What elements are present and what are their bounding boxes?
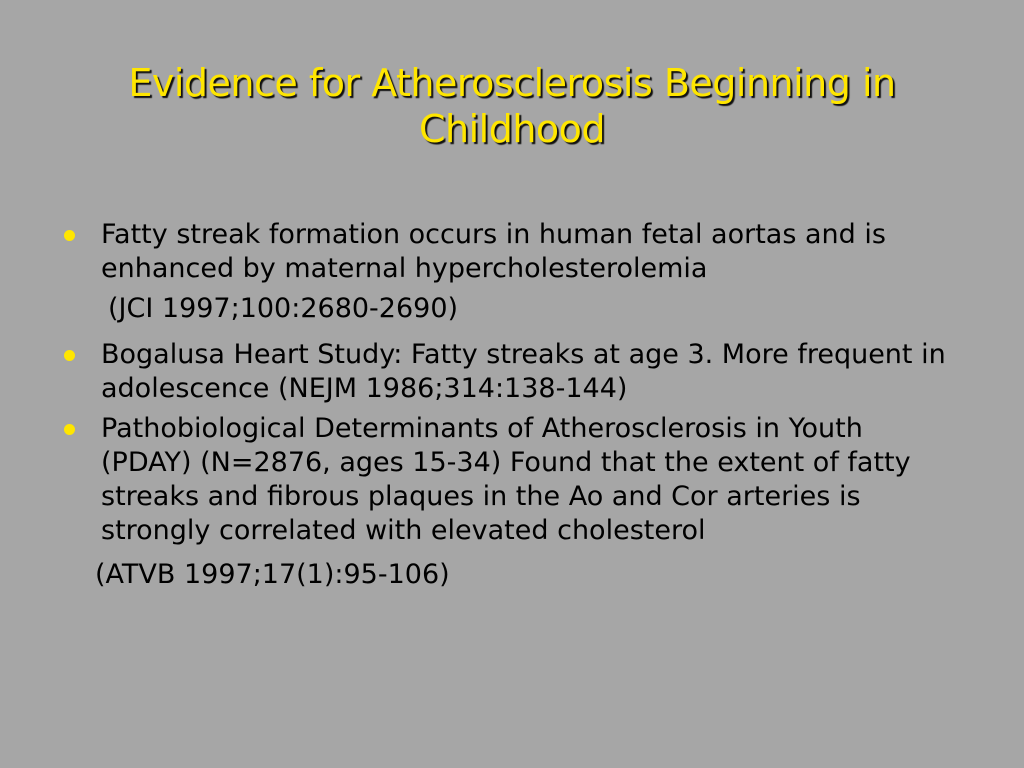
slide-title: Evidence for Atherosclerosis Beginning in Childhood: [128, 61, 896, 151]
bullet-text: Pathobiological Determinants of Atherosclerosis in Youth (PDAY) (N=2876, ages 15-34) Found that the extent of fatty streaks and fibrous plaques in the Ao and Cor arteries is strongly correlated with elevated cholesterol: [101, 413, 911, 546]
bullet-item: [60, 338, 960, 406]
slide-body: [60, 218, 960, 604]
bullet-dot-icon: [64, 424, 75, 435]
bullet-text: Bogalusa Heart Study: Fatty streaks at age 3. More frequent in adolescence (NEJM 1986;314:138-144): [101, 339, 946, 404]
bullet-item: [60, 412, 960, 548]
bullet-item: [60, 218, 960, 286]
bullet-dot-icon: [64, 230, 75, 241]
bullet-dot-icon: [64, 350, 75, 361]
citation: (JCI 1997;100:2680-2690): [108, 293, 459, 324]
bullet-text: Fatty streak formation occurs in human fetal aortas and is enhanced by maternal hypercholesterolemia: [101, 219, 886, 284]
citation: (ATVB 1997;17(1):95-106): [95, 559, 450, 590]
